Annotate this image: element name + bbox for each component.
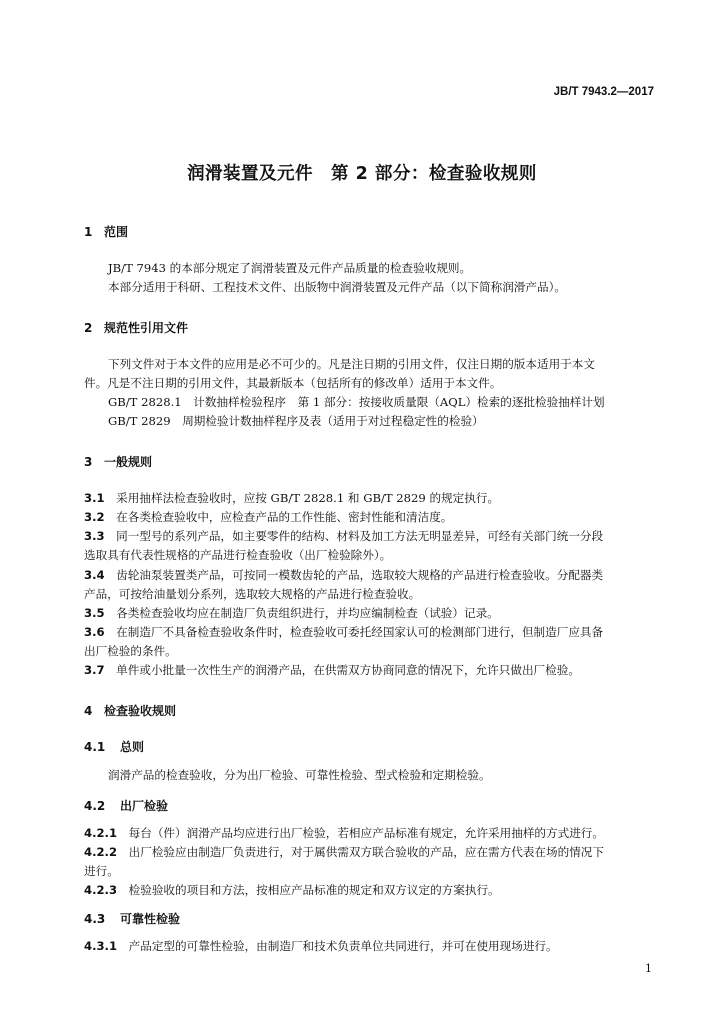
subsection-4-3-heading (84, 910, 180, 927)
subsection-number: 4.3 (84, 912, 106, 926)
section-number: 1 (84, 225, 93, 239)
section-1-heading (84, 223, 128, 240)
clause-text: 在制造厂不具备检查验收条件时，检查验收可委托经国家认可的检测部门进行，但制造厂应具备 (116, 625, 604, 639)
clause-text: 采用抽样法检查验收时，应按 GB/T 2828.1 和 GB/T 2829 的规定执行。 (116, 491, 500, 505)
paragraph: 润滑产品的检查验收，分为出厂检验、可靠性检验、型式检验和定期检验。 (108, 768, 491, 782)
standard-code: JB/T 7943.2—2017 (553, 86, 654, 98)
clause-continuation: 出厂检验的条件。 (84, 644, 177, 658)
clause (84, 489, 658, 508)
section-title: 范围 (104, 225, 129, 239)
paragraph: 下列文件对于本文件的应用是必不可少的。凡是注日期的引用文件，仅注日期的版本适用于本文 (108, 357, 595, 371)
clause-continuation: 进行。 (84, 864, 119, 878)
clause (84, 623, 658, 642)
clause-number: 3.4 (84, 568, 105, 582)
clause (84, 566, 658, 585)
section-number: 2 (84, 321, 93, 335)
clause (84, 881, 658, 900)
clause (84, 937, 658, 956)
normative-reference: GB/T 2829 周期检验计数抽样程序及表（适用于对过程稳定性的检验） (108, 414, 484, 428)
section-4-heading (84, 702, 176, 719)
clause-number: 3.5 (84, 606, 105, 620)
clause-text: 单件或小批量一次性生产的润滑产品，在供需双方协商同意的情况下，允许只做出厂检验。 (116, 663, 580, 677)
section-3-heading (84, 453, 152, 470)
clause-text: 产品定型的可靠性检验，由制造厂和技术负责单位共同进行，并可在使用现场进行。 (128, 939, 558, 953)
clause-number: 3.7 (84, 663, 105, 677)
section-number: 3 (84, 455, 93, 469)
clause-continuation: 选取具有代表性规格的产品进行检查验收（出厂检验除外）。 (84, 548, 392, 562)
clause-number: 4.2.3 (84, 883, 118, 897)
clause-number: 4.2.2 (84, 845, 118, 859)
clause-text: 同一型号的系列产品，如主要零件的结构、材料及加工方法无明显差异，可经有关部门统一分段 (116, 529, 604, 543)
section-2-heading (84, 319, 188, 336)
clause-number: 3.3 (84, 529, 105, 543)
clause (84, 527, 658, 546)
clause-text: 检验验收的项目和方法，按相应产品标准的规定和双方议定的方案执行。 (128, 883, 500, 897)
subsection-4-2-heading (84, 797, 168, 814)
clause-text: 各类检查验收均应在制造厂负责组织进行，并均应编制检查（试验）记录。 (116, 606, 499, 620)
normative-reference: GB/T 2828.1 计数抽样检验程序 第 1 部分：按接收质量限（AQL）检索的逐批检验抽样计划 (108, 395, 605, 409)
clause-text: 出厂检验应由制造厂负责进行，对于属供需双方联合验收的产品，应在需方代表在场的情况下 (128, 845, 604, 859)
clause-text: 在各类检查验收中，应检查产品的工作性能、密封性能和清洁度。 (116, 510, 453, 524)
clause-number: 3.1 (84, 491, 105, 505)
page-number: 1 (645, 962, 652, 975)
section-title: 规范性引用文件 (104, 321, 189, 335)
document-title: 润滑装置及元件 第 2 部分：检查验收规则 (187, 164, 537, 184)
subsection-number: 4.1 (84, 740, 106, 754)
subsection-4-1-heading (84, 738, 144, 755)
subsection-number: 4.2 (84, 799, 106, 813)
clause (84, 824, 658, 843)
paragraph: JB/T 7943 的本部分规定了润滑装置及元件产品质量的检查验收规则。 (108, 261, 472, 275)
clause-continuation: 产品，可按给油量划分系列，选取较大规格的产品进行检查验收。 (84, 587, 421, 601)
paragraph: 件。凡是不注日期的引用文件，其最新版本（包括所有的修改单）适用于本文件。 (84, 376, 502, 390)
clause (84, 843, 658, 862)
subsection-title: 可靠性检验 (120, 912, 181, 926)
section-title: 检查验收规则 (104, 704, 177, 718)
clause-number: 3.2 (84, 510, 105, 524)
paragraph: 本部分适用于科研、工程技术文件、出版物中润滑装置及元件产品（以下简称润滑产品）。 (108, 280, 566, 294)
clause-text: 齿轮油泵装置类产品，可按同一模数齿轮的产品，选取较大规格的产品进行检查验收。分配器类 (116, 568, 604, 582)
subsection-title: 出厂检验 (120, 799, 169, 813)
clause (84, 508, 658, 527)
clause-number: 4.2.1 (84, 826, 118, 840)
section-number: 4 (84, 704, 93, 718)
subsection-title: 总则 (120, 740, 145, 754)
clause (84, 604, 658, 623)
clause-text: 每台（件）润滑产品均应进行出厂检验，若相应产品标准有规定，允许采用抽样的方式进行。 (128, 826, 604, 840)
clause (84, 661, 658, 680)
clause-number: 3.6 (84, 625, 105, 639)
section-title: 一般规则 (104, 455, 153, 469)
clause-number: 4.3.1 (84, 939, 118, 953)
